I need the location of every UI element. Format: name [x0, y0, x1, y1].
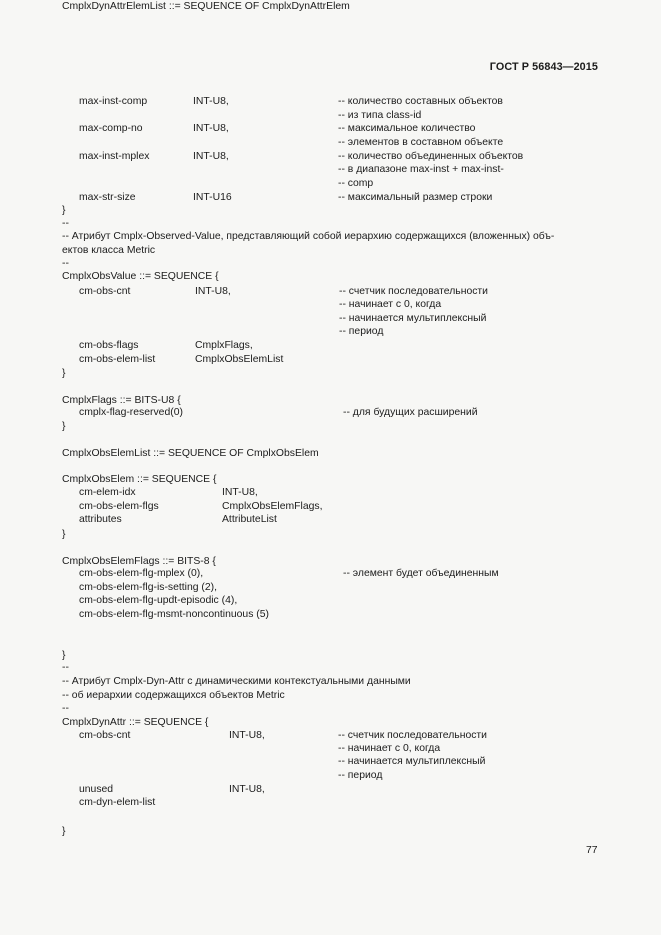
field-comment: -- начинает с 0, когда [339, 299, 442, 310]
field-comment: -- количество составных объектов [338, 96, 503, 107]
field-type: INT-U8, [229, 730, 265, 741]
field-name: max-inst-mplex [79, 151, 150, 162]
field-comment: -- период [338, 770, 383, 781]
field-name: unused [79, 784, 114, 795]
field-name: max-inst-comp [79, 96, 148, 107]
field-type: AttributeList [222, 514, 277, 525]
field-comment: -- счетчик последовательности [338, 730, 487, 741]
field-comment: -- из типа class-id [338, 110, 422, 121]
field-type: CmplxObsElemList [195, 354, 284, 365]
listing-line: } [62, 421, 66, 432]
field-name: max-comp-no [79, 123, 143, 134]
field-type: INT-U8, [229, 784, 265, 795]
listing-line: -- [62, 662, 69, 673]
field-comment: -- элементов в составном объекте [338, 137, 504, 148]
field-name: cm-elem-idx [79, 487, 136, 498]
listing-line: CmplxDynAttr ::= SEQUENCE { [62, 717, 209, 728]
field-name: max-str-size [79, 192, 136, 203]
listing-line: } [62, 826, 66, 837]
field-type: INT-U16 [193, 192, 232, 203]
listing-line: } [62, 529, 66, 540]
listing-line: -- [62, 218, 69, 229]
field-comment: -- начинается мультиплексный [338, 756, 486, 767]
standard-header: ГОСТ Р 56843—2015 [489, 61, 598, 73]
field-comment: -- comp [338, 178, 374, 189]
field-type: INT-U8, [195, 286, 231, 297]
listing-line: CmplxObsElemFlags ::= BITS-8 { [62, 556, 216, 567]
listing-line: CmplxFlags ::= BITS-U8 { [62, 395, 181, 406]
field-name: cm-obs-flags [79, 340, 139, 351]
field-comment: -- начинается мультиплексный [339, 313, 487, 324]
field-type: INT-U8, [222, 487, 258, 498]
listing-line: -- Атрибут Cmplx-Observed-Value, представляющий собой иерархию содержащихся (вложенных) объ- [62, 231, 555, 242]
field-comment: -- максимальный размер строки [338, 192, 493, 203]
field-name: cm-obs-cnt [79, 730, 131, 741]
field-comment: -- начинает с 0, когда [338, 743, 441, 754]
listing-line: -- Атрибут Cmplx-Dyn-Attr с динамическими контекстуальными данными [62, 676, 411, 687]
field-name: cm-obs-elem-flg-msmt-noncontinuous (5) [79, 609, 269, 620]
field-type: INT-U8, [193, 151, 229, 162]
field-name: cm-obs-elem-flg-mplex (0), [79, 568, 204, 579]
field-name: attributes [79, 514, 122, 525]
field-type: CmplxFlags, [195, 340, 253, 351]
field-comment: -- в диапазоне max-inst + max-inst- [338, 164, 504, 175]
listing-line: -- [62, 258, 69, 269]
field-name: cm-obs-cnt [79, 286, 131, 297]
field-type: INT-U8, [193, 96, 229, 107]
listing-line: } [62, 368, 66, 379]
field-comment: -- количество объединенных объектов [338, 151, 524, 162]
listing-line: } [62, 650, 66, 661]
field-comment: -- счетчик последовательности [339, 286, 488, 297]
field-name: cm-obs-elem-list [79, 354, 156, 365]
field-name: cm-obs-elem-flg-updt-episodic (4), [79, 595, 238, 606]
listing-line: CmplxObsValue ::= SEQUENCE { [62, 271, 219, 282]
field-name: cm-obs-elem-flgs [79, 501, 159, 512]
field-comment: -- максимальное количество [338, 123, 476, 134]
field-comment: -- для будущих расширений [343, 407, 478, 418]
field-comment: -- период [339, 326, 384, 337]
field-type: INT-U8, [193, 123, 229, 134]
listing-line: -- об иерархии содержащихся объектов Metric [62, 690, 285, 701]
listing-line: CmplxObsElemList ::= SEQUENCE OF CmplxObsElem [62, 448, 319, 459]
field-name: cmplx-flag-reserved(0) [79, 407, 183, 418]
listing-line: ектов класса Metric [62, 245, 156, 256]
field-name: cm-dyn-elem-list [79, 797, 156, 808]
field-type: CmplxObsElemFlags, [222, 501, 323, 512]
field-name: cm-obs-elem-flg-is-setting (2), [79, 582, 217, 593]
listing-line: CmplxObsElem ::= SEQUENCE { [62, 474, 217, 485]
listing-line: } [62, 205, 66, 216]
field-comment: -- элемент будет объединенным [343, 568, 499, 579]
listing-line: -- [62, 703, 69, 714]
listing-line: CmplxDynAttrElemList ::= SEQUENCE OF CmplxDynAttrElem [62, 1, 350, 12]
page-number: 77 [586, 845, 598, 856]
